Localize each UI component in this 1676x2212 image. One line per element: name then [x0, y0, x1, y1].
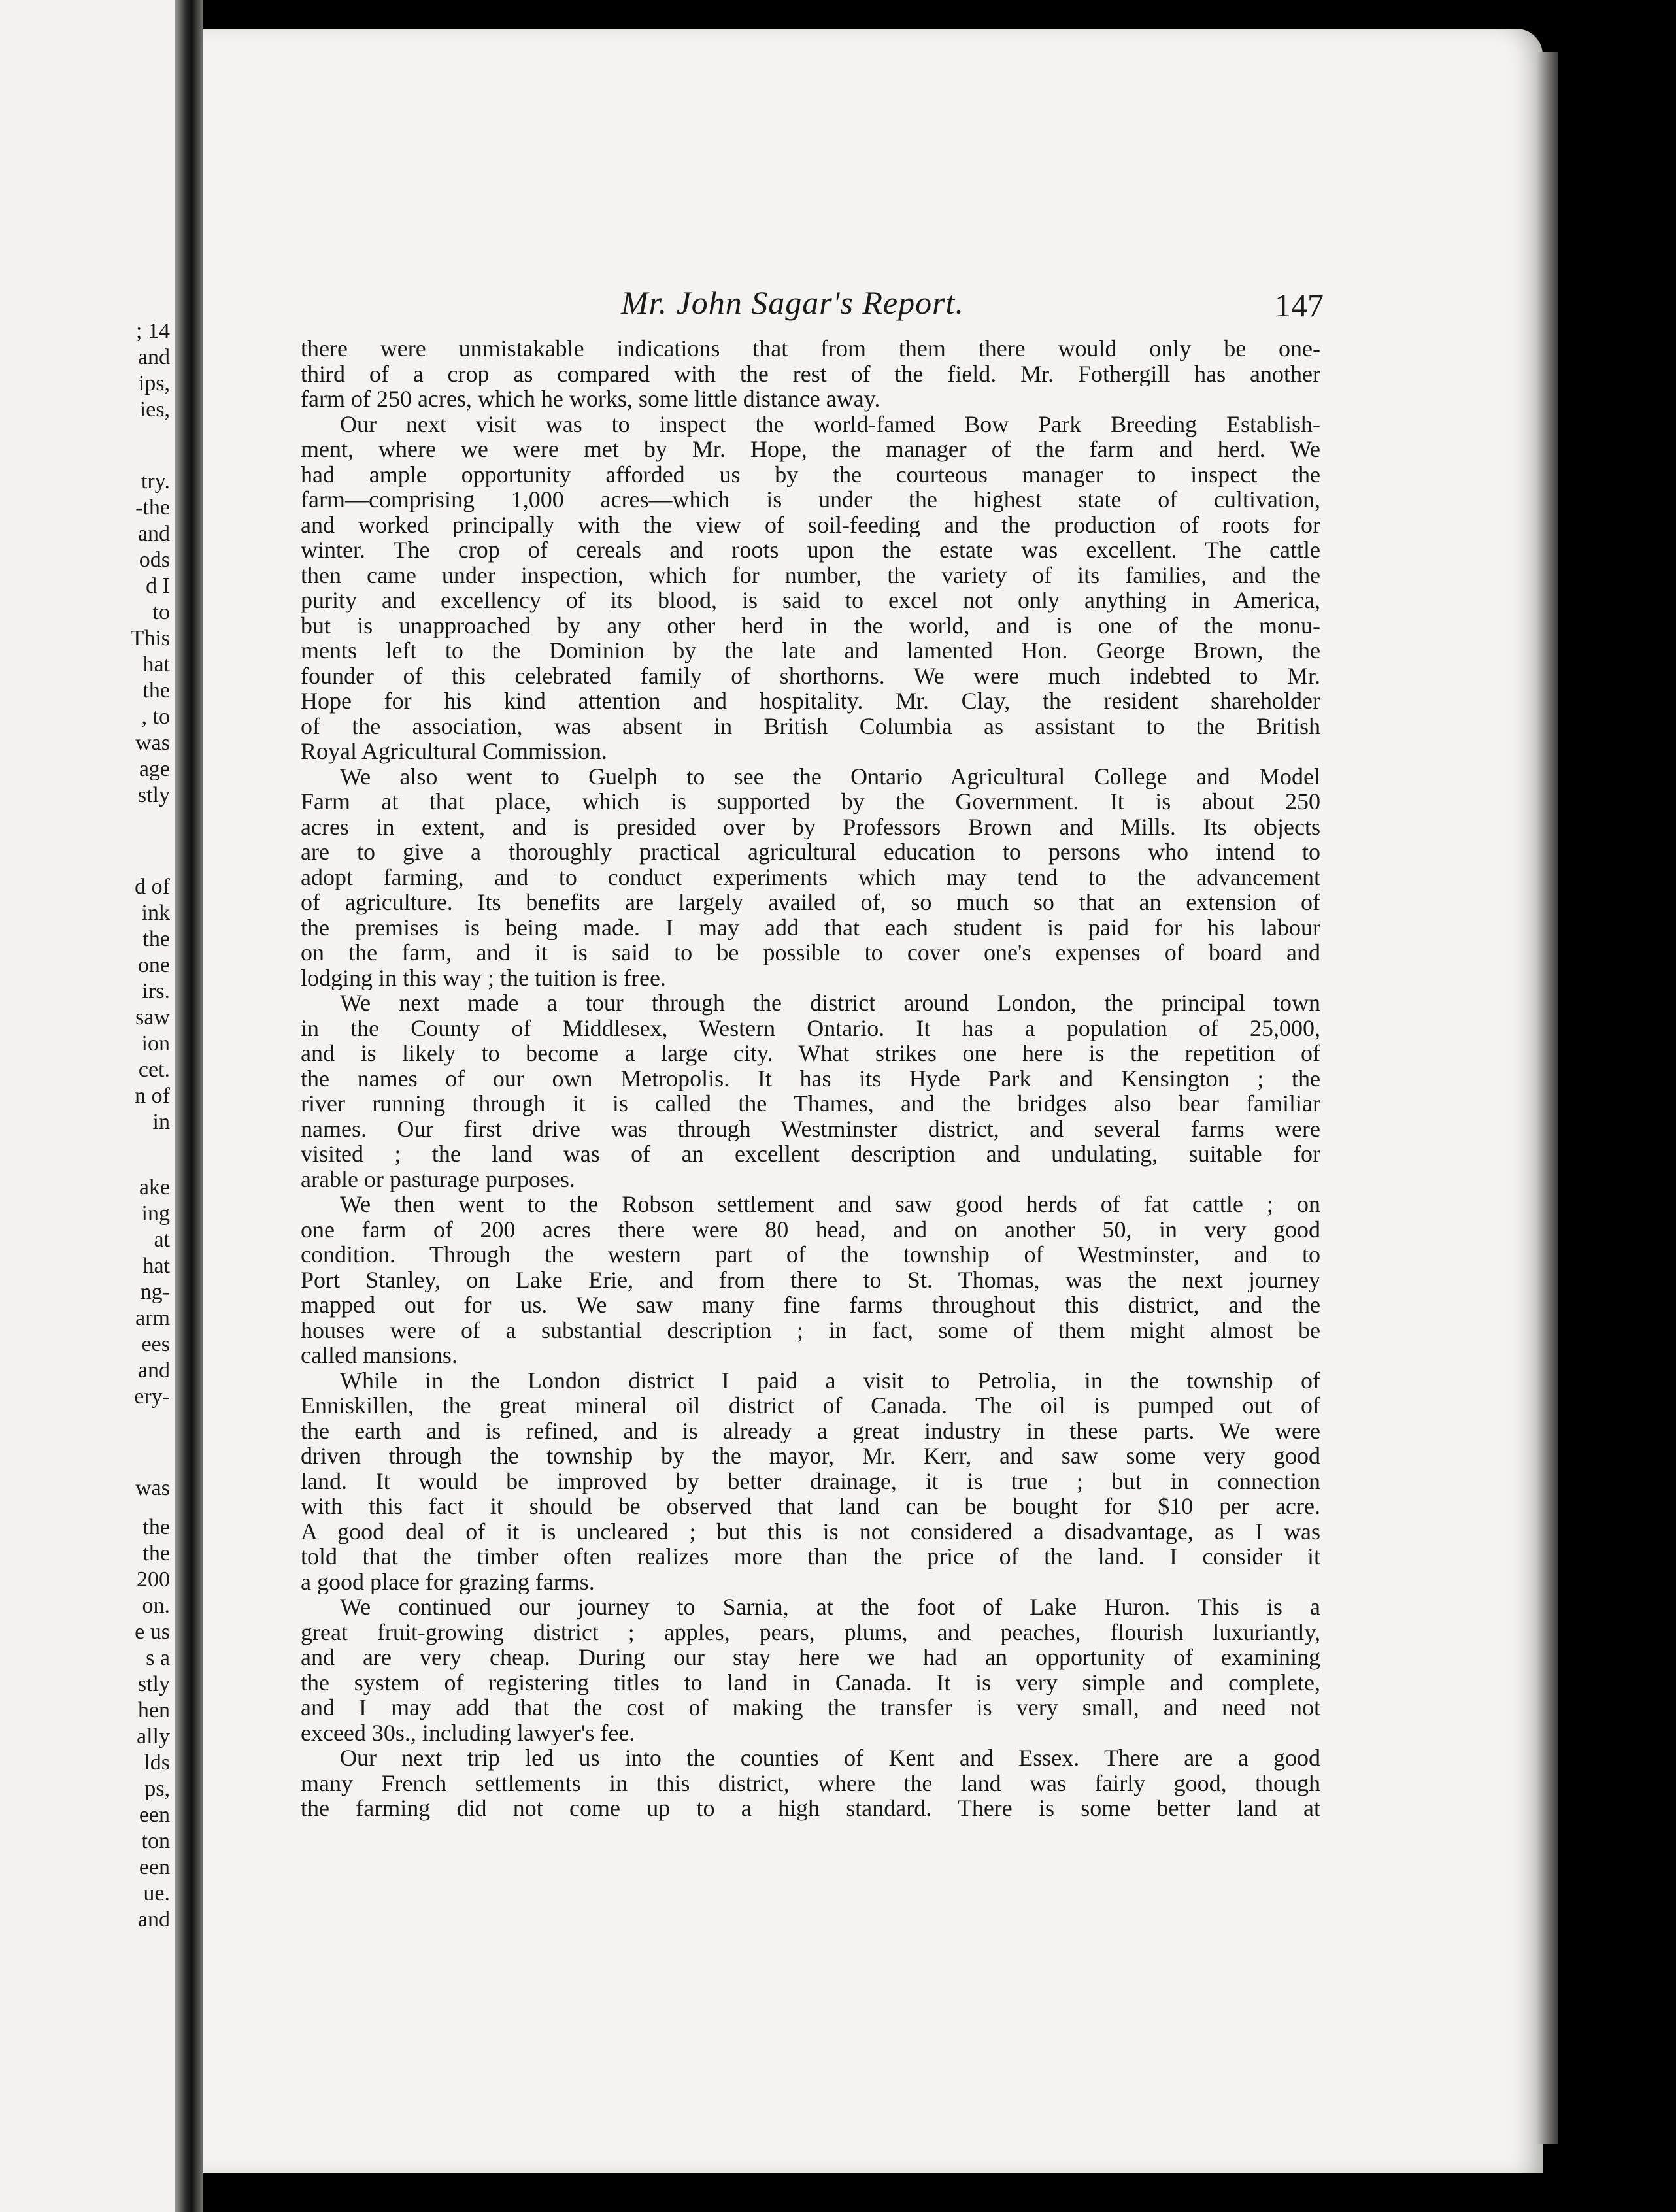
left-page-fragment: the	[142, 1515, 170, 1539]
left-page-fragment: ion	[141, 1031, 170, 1056]
left-page-fragment: ake	[139, 1175, 170, 1199]
left-page-fragment: , to	[141, 705, 170, 729]
text-line: Our next trip led us into the counties of Kent and Essex. There are a good	[340, 1745, 1320, 1771]
left-page-fragment: cet.	[138, 1058, 170, 1082]
left-page-fragment: in	[152, 1110, 170, 1134]
text-line: Enniskillen, the great mineral oil district of Canada. The oil is pumped out of	[301, 1393, 1320, 1418]
text-line: purity and excellency of its blood, is said to excel not only anything in America,	[301, 588, 1320, 613]
left-page-fragment: 200	[137, 1567, 170, 1592]
text-line: there were unmistakable indications that from them there would only be one-	[301, 336, 1320, 361]
left-page-fragment: hen	[137, 1698, 170, 1722]
text-line: the system of registering titles to land in Canada. It is very simple and complete,	[301, 1669, 1320, 1695]
left-page-fragment: irs.	[142, 979, 170, 1003]
text-line: the names of our own Metropolis. It has its Hyde Park and Kensington ; the	[301, 1065, 1320, 1091]
left-page-fragment: ees	[141, 1332, 170, 1356]
text-line: lodging in this way ; the tuition is free.	[301, 965, 666, 990]
text-line: farm of 250 acres, which he works, some little distance away.	[301, 386, 880, 412]
text-line: and worked principally with the view of soil-feeding and the production of roots for	[301, 512, 1320, 537]
left-page-fragment: ; 14	[136, 319, 170, 343]
text-line: on the farm, and it is said to be possible to cover one's expenses of board and	[301, 940, 1320, 965]
text-line: and I may add that the cost of making the transfer is very small, and need not	[301, 1695, 1320, 1720]
text-line: farm—comprising 1,000 acres—which is under the highest state of cultivation,	[301, 487, 1320, 512]
left-page-fragment: een	[139, 1803, 170, 1827]
text-line: winter. The crop of cereals and roots upon the estate was excellent. The cattle	[301, 537, 1320, 563]
left-page-fragment: d I	[146, 574, 170, 598]
text-line: founder of this celebrated family of shorthorns. We were much indebted to Mr.	[301, 663, 1320, 688]
text-line: then came under inspection, which for number, the variety of its families, and the	[301, 562, 1320, 588]
text-line: and are very cheap. During our stay here we had an opportunity of examining	[301, 1645, 1320, 1670]
left-page-fragment: arm	[135, 1306, 170, 1330]
left-page-fragment: at	[154, 1228, 170, 1252]
text-line: told that the timber often realizes more than the price of the land. I consider it	[301, 1544, 1320, 1569]
text-line: A good deal of it is uncleared ; but this is not considered a disadvantage, as I was	[301, 1518, 1320, 1544]
book-page	[203, 29, 1543, 2173]
text-line: houses were of a substantial description ; in fact, some of them might almost be	[301, 1317, 1320, 1343]
text-line: are to give a thoroughly practical agricultural education to persons who intend to	[301, 839, 1320, 865]
left-page-fragment: lds	[144, 1751, 170, 1775]
text-line: names. Our first drive was through Westminster district, and several farms were	[301, 1116, 1320, 1141]
left-page-fragment: ies,	[139, 397, 170, 422]
text-line: and is likely to become a large city. What strikes one here is the repetition of	[301, 1041, 1320, 1066]
text-line: While in the London district I paid a visit to Petrolia, in the township of	[340, 1367, 1320, 1393]
left-page-fragment: ally	[137, 1724, 170, 1749]
text-line: river running through it is called the Thames, and the bridges also bear familiar	[301, 1091, 1320, 1116]
text-line: Royal Agricultural Commission.	[301, 739, 607, 764]
left-page-fragment: saw	[135, 1005, 170, 1030]
left-page-fragment: and	[137, 1907, 170, 1932]
text-line: the premises is being made. I may add that each student is paid for his labour	[301, 914, 1320, 940]
left-page-fragment: ng-	[140, 1280, 170, 1304]
left-page-fragment: e us	[135, 1620, 170, 1644]
text-line: We also went to Guelph to see the Ontario Agricultural College and Model	[340, 763, 1320, 789]
left-page-fragment: s a	[146, 1646, 170, 1670]
left-page-fragment: ton	[141, 1829, 170, 1853]
text-line: acres in extent, and is presided over by Professors Brown and Mills. Its objects	[301, 814, 1320, 839]
text-line: had ample opportunity afforded us by the courteous manager to inspect the	[301, 461, 1320, 487]
text-line: ment, where we were met by Mr. Hope, the manager of the farm and herd. We	[301, 437, 1320, 462]
left-page-fragment: stly	[137, 783, 170, 807]
text-line: land. It would be improved by better drainage, it is true ; but in connection	[301, 1468, 1320, 1494]
left-page-fragment: stly	[137, 1672, 170, 1696]
text-line: We then went to the Robson settlement and saw good herds of fat cattle ; on	[340, 1192, 1320, 1217]
left-page-fragment: and	[137, 1358, 170, 1382]
left-page-fragment: ps,	[144, 1777, 170, 1801]
page-number: 147	[1275, 287, 1324, 324]
text-line: called mansions.	[301, 1343, 458, 1368]
left-page-fragment: was	[135, 731, 170, 755]
text-line: of the association, was absent in British Columbia as assistant to the British	[301, 713, 1320, 739]
text-line: visited ; the land was of an excellent description and undulating, suitable for	[301, 1141, 1320, 1167]
running-title: Mr. John Sagar's Report.	[621, 284, 964, 321]
text-line: the farming did not come up to a high standard. There is some better land at	[301, 1796, 1320, 1821]
left-page-fragment: d of	[135, 875, 170, 899]
text-line: condition. Through the western part of the township of Westminster, and to	[301, 1242, 1320, 1267]
text-line: third of a crop as compared with the rest of the field. Mr. Fothergill has another	[301, 361, 1320, 386]
left-page-fragment: to	[152, 600, 170, 624]
text-line: Hope for his kind attention and hospitality. Mr. Clay, the resident shareholder	[301, 688, 1320, 714]
left-page-fragment: was	[135, 1476, 170, 1500]
left-page-fragment: one	[137, 953, 170, 977]
left-page-fragment: n of	[135, 1084, 170, 1108]
left-page-fragment: the	[142, 679, 170, 703]
text-line: exceed 30s., including lawyer's fee.	[301, 1720, 635, 1745]
text-line: in the County of Middlesex, Western Ontario. It has a population of 25,000,	[301, 1015, 1320, 1041]
left-page-fragment: ing	[141, 1201, 170, 1226]
left-page-fragment: on.	[142, 1594, 170, 1618]
text-line: many French settlements in this district, where the land was fairly good, though	[301, 1770, 1320, 1796]
page-header	[203, 284, 1543, 329]
left-page-fragment: ery-	[134, 1384, 170, 1409]
adjacent-page-edge	[0, 0, 175, 2212]
left-page-fragment: hat	[142, 652, 170, 677]
left-page-fragment: This	[130, 626, 170, 650]
text-line: Farm at that place, which is supported by the Government. It is about 250	[301, 789, 1320, 814]
left-page-fragment: ips,	[138, 371, 170, 395]
text-line: Our next visit was to inspect the world-famed Bow Park Breeding Establish-	[340, 411, 1320, 437]
text-line: adopt farming, and to conduct experiments which may tend to the advancement	[301, 864, 1320, 890]
text-line: but is unapproached by any other herd in the world, and is one of the monu-	[301, 612, 1320, 638]
text-line: with this fact it should be observed that land can be bought for $10 per acre.	[301, 1494, 1320, 1519]
left-page-fragment: the	[142, 927, 170, 951]
text-line: mapped out for us. We saw many fine farms throughout this district, and the	[301, 1292, 1320, 1318]
text-line: of agriculture. Its benefits are largely availed of, so much so that an extension of	[301, 890, 1320, 915]
text-line: ments left to the Dominion by the late and lamented Hon. George Brown, the	[301, 638, 1320, 663]
left-page-fragment: een	[139, 1855, 170, 1879]
text-line: one farm of 200 acres there were 80 head, and on another 50, in very good	[301, 1216, 1320, 1242]
left-page-fragment: -the	[135, 495, 170, 520]
left-page-fragment: the	[142, 1541, 170, 1566]
text-line: We continued our journey to Sarnia, at the foot of Lake Huron. This is a	[340, 1594, 1320, 1620]
text-line: a good place for grazing farms.	[301, 1569, 595, 1594]
text-line: We next made a tour through the district around London, the principal town	[340, 990, 1320, 1016]
text-line: arable or pasturage purposes.	[301, 1166, 575, 1192]
text-line: Port Stanley, on Lake Erie, and from there to St. Thomas, was the next journey	[301, 1267, 1320, 1292]
left-page-fragment: try.	[141, 469, 170, 494]
left-page-fragment: ods	[139, 548, 170, 572]
left-page-fragment: and	[137, 522, 170, 546]
text-line: driven through the township by the mayor, Mr. Kerr, and saw some very good	[301, 1443, 1320, 1469]
left-page-fragment: ue.	[143, 1881, 170, 1905]
body-text	[301, 336, 1320, 1821]
left-page-fragment: age	[139, 757, 170, 781]
text-line: great fruit-growing district ; apples, pears, plums, and peaches, flourish luxuriantly,	[301, 1619, 1320, 1645]
text-line: the earth and is refined, and is already a great industry in these parts. We were	[301, 1418, 1320, 1443]
left-page-fragment: and	[137, 345, 170, 369]
left-page-fragment: ink	[141, 901, 170, 925]
book-gutter	[175, 0, 203, 2212]
page-edge-shadow	[1536, 52, 1558, 2144]
left-page-fragment: hat	[142, 1254, 170, 1278]
